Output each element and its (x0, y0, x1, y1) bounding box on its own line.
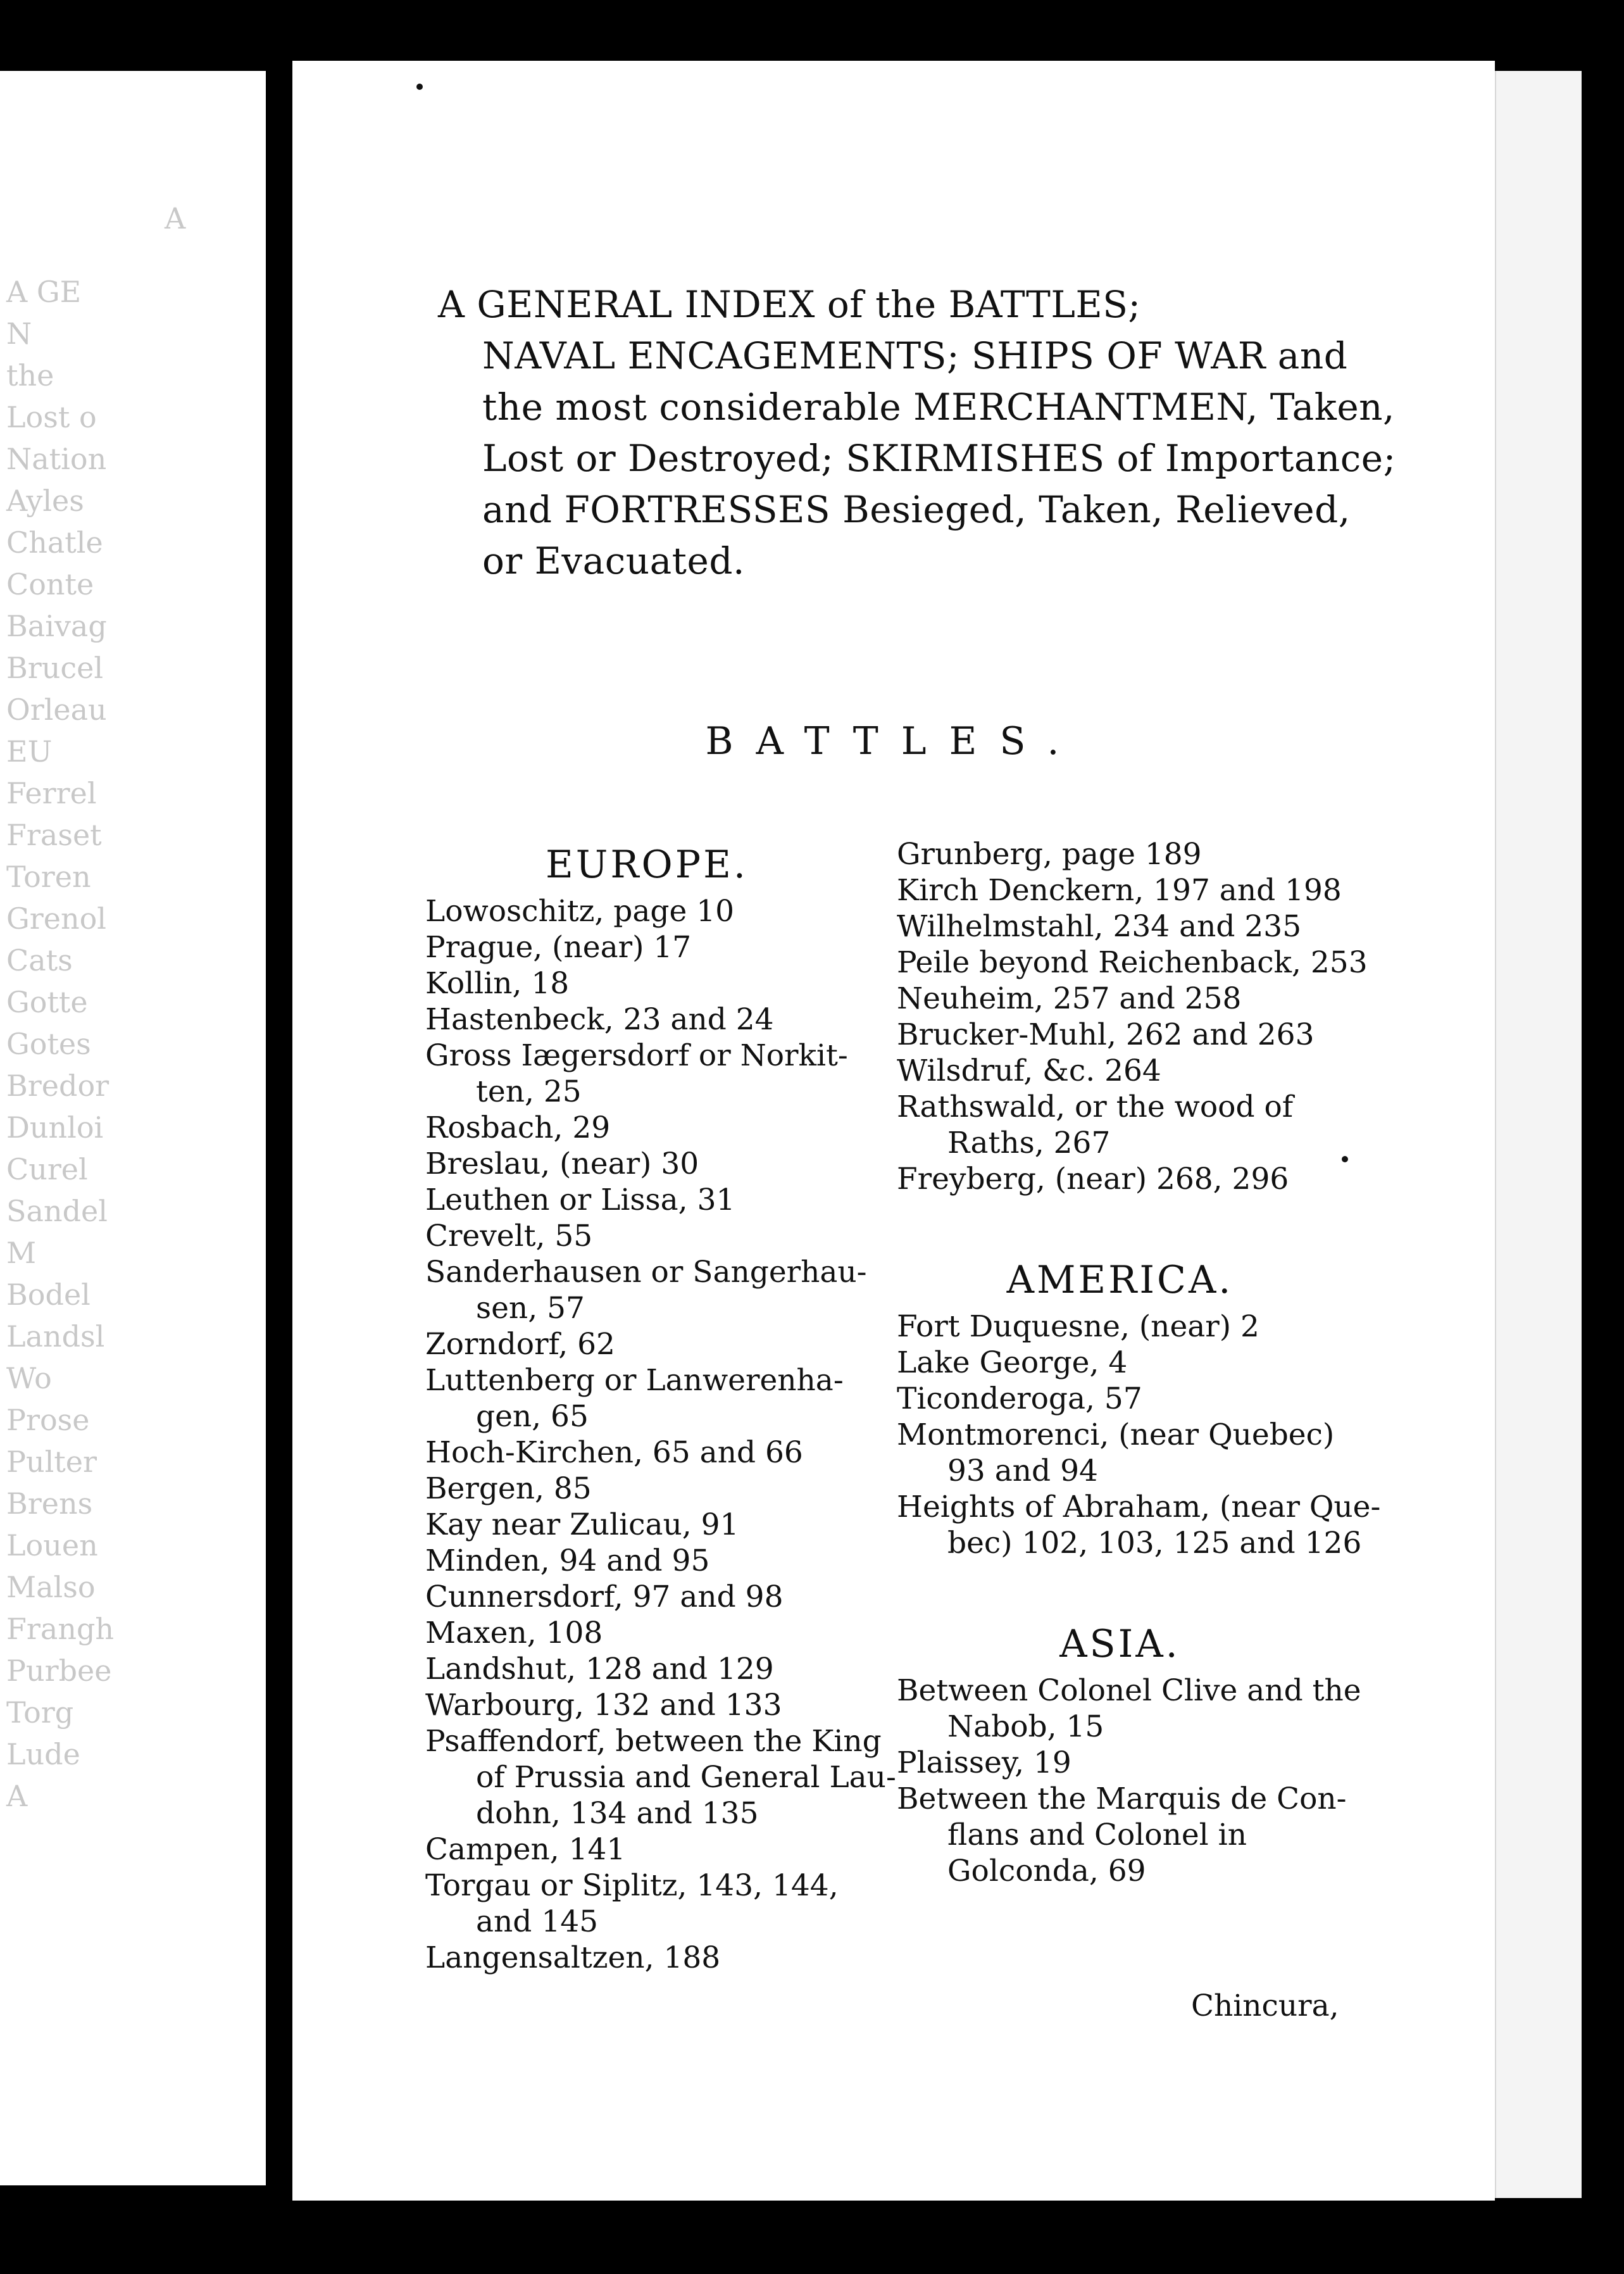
left-page-fragment: Wo (6, 1361, 52, 1395)
right-column (897, 836, 1381, 1889)
index-entry: Freyberg, (near) 268, 296 (897, 1162, 1289, 1197)
index-entry: dohn, 134 and 135 (476, 1796, 759, 1831)
left-page-fragment: Dunloi (6, 1110, 104, 1145)
index-title (438, 279, 1527, 587)
left-page-fragment: Nation (6, 442, 107, 476)
index-entry: Kay near Zulicau, 91 (425, 1507, 739, 1542)
index-entry: ten, 25 (476, 1074, 582, 1109)
index-entry: Warbourg, 132 and 133 (425, 1688, 782, 1723)
america-heading: AMERICA. (1006, 1258, 1234, 1302)
left-page-fragment: M (6, 1236, 37, 1270)
left-page-fragment: Ayles (6, 484, 84, 518)
index-entry: sen, 57 (476, 1291, 585, 1326)
index-entry: Between the Marquis de Con- (897, 1781, 1347, 1816)
left-page-fragment: Pulter (6, 1445, 97, 1479)
index-entry: 93 and 94 (947, 1454, 1098, 1488)
left-page-fragment: A (165, 201, 186, 236)
index-entry: Hastenbeck, 23 and 24 (425, 1002, 774, 1037)
index-entry: Psaffendorf, between the King (425, 1724, 882, 1759)
index-entry: gen, 65 (476, 1399, 589, 1434)
left-page-fragment: Ferrel (6, 776, 97, 810)
left-page-fragment: Louen (6, 1528, 98, 1562)
left-page-fragment: Purbee (6, 1654, 112, 1688)
index-entry: Langensaltzen, 188 (425, 1940, 721, 1975)
left-page-fragment: Malso (6, 1570, 96, 1604)
left-page-fragment: Torg (6, 1695, 74, 1730)
index-entry: Between Colonel Clive and the (897, 1673, 1361, 1708)
title-line: the most considerable MERCHANTMEN, Taken, (482, 386, 1395, 429)
title-line: Lost or Destroyed; SKIRMISHES of Importance; (482, 437, 1396, 480)
left-page-fragment: A (6, 1779, 28, 1813)
left-page-fragment: Frangh (6, 1612, 115, 1646)
left-page-show-through (0, 71, 266, 2185)
index-entry: Plaissey, 19 (897, 1745, 1071, 1780)
index-entry: and 145 (476, 1904, 599, 1939)
title-line: NAVAL ENCAGEMENTS; SHIPS OF WAR and (482, 334, 1348, 377)
index-entry: Wilhelmstahl, 234 and 235 (897, 909, 1302, 944)
left-page-fragment: Toren (6, 860, 91, 894)
left-page-fragment: Gotes (6, 1027, 91, 1061)
index-entry: Landshut, 128 and 129 (425, 1652, 774, 1687)
index-entry: Bergen, 85 (425, 1471, 592, 1506)
index-entry: Wilsdruf, &c. 264 (897, 1053, 1161, 1088)
index-entry: Montmorenci, (near Quebec) (897, 1417, 1335, 1452)
left-page-fragment: Baivag (6, 609, 107, 643)
index-entry: Nabob, 15 (947, 1709, 1104, 1744)
title-line: or Evacuated. (482, 539, 745, 582)
index-entry: Zorndorf, 62 (425, 1327, 615, 1362)
left-page-fragment: Gotte (6, 985, 88, 1019)
index-entry: Campen, 141 (425, 1832, 626, 1867)
left-page-fragment: Grenol (6, 901, 106, 936)
left-page-fragment: Lost o (6, 400, 97, 434)
left-page-fragment: Bodel (6, 1278, 91, 1312)
left-page-fragment: EU (6, 734, 53, 769)
index-entry: Maxen, 108 (425, 1616, 603, 1650)
left-column (425, 836, 896, 1976)
left-page-fragment: Sandel (6, 1194, 108, 1228)
left-page-fragment: A GE (6, 275, 82, 309)
ink-speck (416, 84, 423, 90)
catchword: Chincura, (1191, 1988, 1339, 2023)
europe-entries-right (897, 836, 1368, 1197)
index-entry: Gross Iægersdorf or Norkit- (425, 1038, 848, 1073)
left-page-fragment: Fraset (6, 818, 102, 852)
left-page-fragment: Conte (6, 567, 94, 601)
index-entry: Torgau or Siplitz, 143, 144, (425, 1868, 839, 1903)
battles-heading: BATTLES. (705, 719, 1082, 763)
index-entry: Kollin, 18 (425, 966, 570, 1001)
left-page-fragment: Curel (6, 1152, 88, 1186)
left-page-fragment: N (6, 317, 32, 351)
index-entry: Rosbach, 29 (425, 1110, 611, 1145)
left-page-fragment: Orleau (6, 693, 107, 727)
index-entry: Crevelt, 55 (425, 1219, 593, 1253)
index-entry: Breslau, (near) 30 (425, 1146, 699, 1181)
index-entry: Grunberg, page 189 (897, 837, 1202, 872)
index-entry: Golconda, 69 (947, 1854, 1146, 1888)
index-entry: of Prussia and General Lau- (476, 1760, 896, 1795)
europe-entries-left (425, 893, 896, 1976)
index-entry: Lowoschitz, page 10 (425, 894, 735, 929)
europe-heading: EUROPE. (546, 843, 748, 887)
index-entry: Peile beyond Reichenback, 253 (897, 945, 1368, 980)
asia-heading: ASIA. (1059, 1622, 1180, 1666)
index-entry: bec) 102, 103, 125 and 126 (947, 1526, 1362, 1561)
left-page-fragment: Chatle (6, 525, 103, 560)
index-entry: Kirch Denckern, 197 and 198 (897, 873, 1342, 908)
index-entry: Lake George, 4 (897, 1345, 1128, 1380)
index-entry: Luttenberg or Lanwerenha- (425, 1363, 844, 1398)
index-entry: Sanderhausen or Sangerhau- (425, 1255, 867, 1290)
index-entry: Minden, 94 and 95 (425, 1543, 710, 1578)
index-entry: Rathswald, or the wood of (897, 1090, 1294, 1124)
left-page-fragment: Lude (6, 1737, 80, 1771)
index-entry: Brucker-Muhl, 262 and 263 (897, 1017, 1315, 1052)
index-entry: Leuthen or Lissa, 31 (425, 1183, 735, 1217)
index-entry: Prague, (near) 17 (425, 930, 692, 965)
left-page-fragment: the (6, 358, 54, 393)
left-page-fragment: Bredor (6, 1069, 109, 1103)
index-entry: Neuheim, 257 and 258 (897, 981, 1242, 1016)
index-entry: Ticonderoga, 57 (897, 1381, 1142, 1416)
index-entry: flans and Colonel in (947, 1818, 1247, 1852)
left-page-fragment: Brucel (6, 651, 104, 685)
index-entry: Cunnersdorf, 97 and 98 (425, 1580, 784, 1614)
left-page-fragment: Prose (6, 1403, 90, 1437)
index-entry: Hoch-Kirchen, 65 and 66 (425, 1435, 803, 1470)
title-line: and FORTRESSES Besieged, Taken, Relieved, (482, 488, 1351, 531)
left-page-fragment: Landsl (6, 1319, 105, 1354)
title-line: A GENERAL INDEX of the BATTLES; (438, 283, 1141, 326)
left-page-fragment: Brens (6, 1486, 93, 1521)
index-entry: Fort Duquesne, (near) 2 (897, 1309, 1259, 1344)
left-page-fragment: Cats (6, 943, 73, 977)
index-entry: Heights of Abraham, (near Que- (897, 1490, 1381, 1524)
america-entries (897, 1309, 1381, 1561)
index-page (292, 61, 1495, 2201)
asia-entries (897, 1673, 1361, 1889)
index-entry: Raths, 267 (947, 1126, 1111, 1160)
